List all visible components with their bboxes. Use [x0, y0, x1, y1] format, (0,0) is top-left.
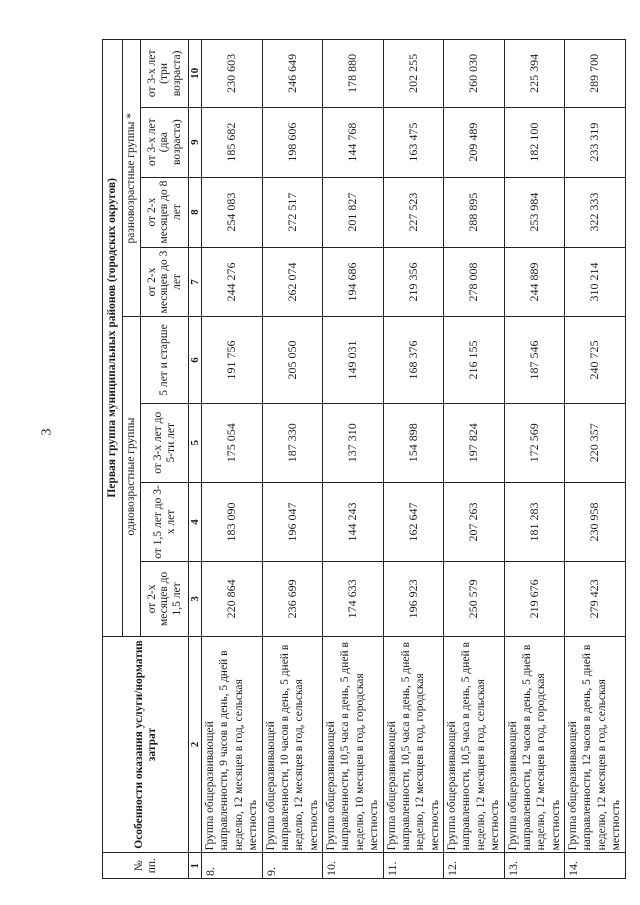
value-cell: 288 895	[444, 177, 505, 247]
value-cell: 137 310	[323, 403, 384, 482]
value-cell: 279 423	[565, 562, 626, 637]
value-cell: 240 725	[565, 317, 626, 403]
header-description: Особенности оказания услуги/норматив затрат	[103, 636, 189, 853]
value-cell: 246 649	[262, 40, 323, 108]
row-number: 14.	[565, 853, 626, 879]
value-cell: 178 880	[323, 40, 384, 108]
value-cell: 278 008	[444, 247, 505, 317]
row-number: 11.	[383, 853, 444, 879]
value-cell: 163 475	[383, 107, 444, 177]
header-mixed-age: разновозрастные группы *	[123, 40, 141, 317]
column-index: 3	[189, 562, 202, 637]
row-description: Группа общеразвивающей направленности, 10,5 часа в день, 5 дней в неделю, 12 месяцев в год, сельская местность	[444, 636, 505, 853]
value-cell: 187 546	[504, 317, 565, 403]
value-cell: 181 283	[504, 482, 565, 561]
value-cell: 225 394	[504, 40, 565, 108]
value-cell: 187 330	[262, 403, 323, 482]
row-description: Группа общеразвивающей направленности, 9 часов в день, 5 дней в неделю, 12 месяцев в год, сельская местность	[202, 636, 263, 853]
column-index: 9	[189, 107, 202, 177]
value-cell: 205 050	[262, 317, 323, 403]
value-cell: 149 031	[323, 317, 384, 403]
cost-norms-table	[102, 39, 626, 879]
value-cell: 262 074	[262, 247, 323, 317]
column-index: 2	[189, 636, 202, 853]
value-cell: 168 376	[383, 317, 444, 403]
header-sub: от 3-х лет (три возраста)	[141, 40, 189, 108]
value-cell: 191 756	[202, 317, 263, 403]
value-cell: 220 864	[202, 562, 263, 637]
value-cell: 182 100	[504, 107, 565, 177]
column-index: 6	[189, 317, 202, 403]
table-row	[444, 40, 505, 879]
value-cell: 219 676	[504, 562, 565, 637]
value-cell: 162 647	[383, 482, 444, 561]
row-number: 13.	[504, 853, 565, 879]
value-cell: 202 255	[383, 40, 444, 108]
value-cell: 289 700	[565, 40, 626, 108]
header-sub: от 2-х месяцев до 1,5 лет	[141, 562, 189, 637]
table-row	[565, 40, 626, 879]
row-description: Группа общеразвивающей направленности, 10,5 часа в день, 5 дней в неделю, 10 месяцев в год, городская местность	[323, 636, 384, 853]
column-index: 5	[189, 403, 202, 482]
value-cell: 172 569	[504, 403, 565, 482]
value-cell: 207 263	[444, 482, 505, 561]
value-cell: 227 523	[383, 177, 444, 247]
value-cell: 253 984	[504, 177, 565, 247]
page-number: 3	[39, 428, 55, 436]
value-cell: 244 276	[202, 247, 263, 317]
row-description: Группа общеразвивающей направленности, 12 часов в день, 5 дней в неделю, 12 месяцев в год, городская местность	[504, 636, 565, 853]
value-cell: 201 827	[323, 177, 384, 247]
header-sub: от 3-х лет до 5-ти лет	[141, 403, 189, 482]
value-cell: 216 155	[444, 317, 505, 403]
value-cell: 236 699	[262, 562, 323, 637]
row-number: 8.	[202, 853, 263, 879]
row-description: Группа общеразвивающей направленности, 12 часов в день, 5 дней в неделю, 12 месяцев в год, сельская местность	[565, 636, 626, 853]
table-row	[202, 40, 263, 879]
value-cell: 144 243	[323, 482, 384, 561]
value-cell: 194 686	[323, 247, 384, 317]
column-index: 7	[189, 247, 202, 317]
table-row	[383, 40, 444, 879]
row-description: Группа общеразвивающей направленности, 10,5 часа в день, 5 дней в неделю, 12 месяцев в год, городская местность	[383, 636, 444, 853]
table-row	[504, 40, 565, 879]
value-cell: 174 633	[323, 562, 384, 637]
value-cell: 185 682	[202, 107, 263, 177]
value-cell: 209 489	[444, 107, 505, 177]
value-cell: 175 054	[202, 403, 263, 482]
value-cell: 196 923	[383, 562, 444, 637]
value-cell: 272 517	[262, 177, 323, 247]
column-index: 4	[189, 482, 202, 561]
value-cell: 230 958	[565, 482, 626, 561]
value-cell: 230 603	[202, 40, 263, 108]
header-sub: от 3-х лет (два возраста)	[141, 107, 189, 177]
header-group-title: Первая группа муниципальных районов (городских округов)	[103, 40, 123, 637]
value-cell: 220 357	[565, 403, 626, 482]
header-number: № пп.	[103, 853, 189, 879]
table-row	[323, 40, 384, 879]
value-cell: 244 889	[504, 247, 565, 317]
rotated-table-wrapper	[102, 39, 623, 879]
row-number: 9.	[262, 853, 323, 879]
header-sub: от 2-х месяцев до 8 лет	[141, 177, 189, 247]
value-cell: 219 356	[383, 247, 444, 317]
value-cell: 233 319	[565, 107, 626, 177]
value-cell: 198 606	[262, 107, 323, 177]
value-cell: 154 898	[383, 403, 444, 482]
column-index: 10	[189, 40, 202, 108]
value-cell: 254 083	[202, 177, 263, 247]
row-number: 10.	[323, 853, 384, 879]
value-cell: 183 090	[202, 482, 263, 561]
value-cell: 310 214	[565, 247, 626, 317]
value-cell: 260 030	[444, 40, 505, 108]
table-row	[262, 40, 323, 879]
row-number: 12.	[444, 853, 505, 879]
value-cell: 322 333	[565, 177, 626, 247]
row-description: Группа общеразвивающей направленности, 10 часов в день, 5 дней в неделю, 12 месяцев в год, сельская местность	[262, 636, 323, 853]
value-cell: 197 824	[444, 403, 505, 482]
header-single-age: одновозрастные группы	[123, 317, 141, 636]
value-cell: 250 579	[444, 562, 505, 637]
value-cell: 144 768	[323, 107, 384, 177]
column-index: 8	[189, 177, 202, 247]
header-sub: 5 лет и старше	[141, 317, 189, 403]
column-index: 1	[189, 853, 202, 879]
value-cell: 196 047	[262, 482, 323, 561]
header-sub: от 1,5 лет до 3-х лет	[141, 482, 189, 561]
header-sub: от 2-х месяцев до 3 лет	[141, 247, 189, 317]
